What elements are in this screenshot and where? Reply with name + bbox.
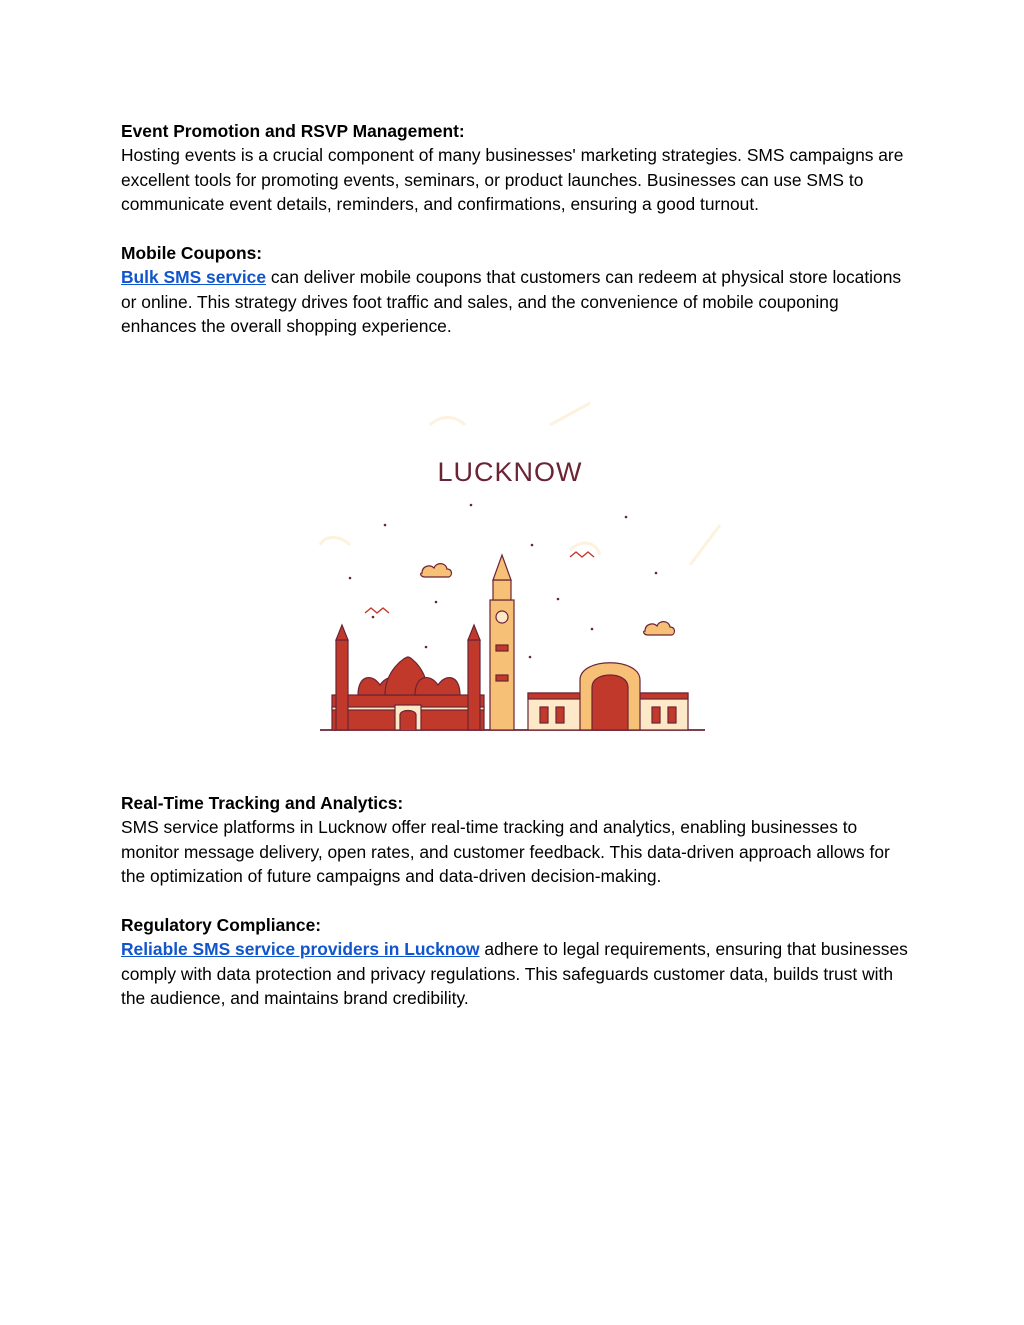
section-heading: Event Promotion and RSVP Management: xyxy=(121,121,465,141)
section-mobile-coupons xyxy=(121,241,911,339)
top-text-block xyxy=(121,119,911,339)
section-body: SMS service platforms in Lucknow offer real-time tracking and analytics, enabling businesses to monitor message delivery, open rates, and customer feedback. This data-driven approach allows for the optimization of future campaigns and data-driven decision-making. xyxy=(121,817,890,887)
section-body: can deliver mobile coupons that customers can redeem at physical store locations or online. This strategy drives foot traffic and sales, and the convenience of mobile couponing enhances the overall shopping experience. xyxy=(121,267,902,337)
section-body-wrapper xyxy=(121,937,911,1010)
bulk-sms-service-link[interactable]: Bulk SMS service xyxy=(121,267,266,288)
section-heading: Mobile Coupons: xyxy=(121,243,263,264)
section-body-wrapper xyxy=(121,265,911,338)
illustration-title: LUCKNOW xyxy=(437,457,583,487)
section-body: Hosting events is a crucial component of many businesses' marketing strategies. SMS campaigns are excellent tools for promoting events, seminars, or product launches. Businesses can use SMS to communicate event details, reminders, and confirmations, ensuring a good turnout. xyxy=(121,145,904,215)
section-event-promotion xyxy=(121,119,911,217)
section-regulatory-compliance xyxy=(121,913,911,1011)
reliable-sms-providers-link[interactable]: Reliable SMS service providers in Lucknow xyxy=(121,939,480,960)
section-body: adhere to legal requirements, ensuring that businesses comply with data protection and privacy regulations. This safeguards customer data, builds trust with the audience, and maintains brand credibility. xyxy=(121,939,908,1009)
section-heading: Real-Time Tracking and Analytics: xyxy=(121,793,404,813)
section-tracking-analytics xyxy=(121,791,911,889)
bottom-text-block xyxy=(121,791,911,1011)
lucknow-skyline-illustration xyxy=(300,395,730,740)
section-heading: Regulatory Compliance: xyxy=(121,915,322,936)
